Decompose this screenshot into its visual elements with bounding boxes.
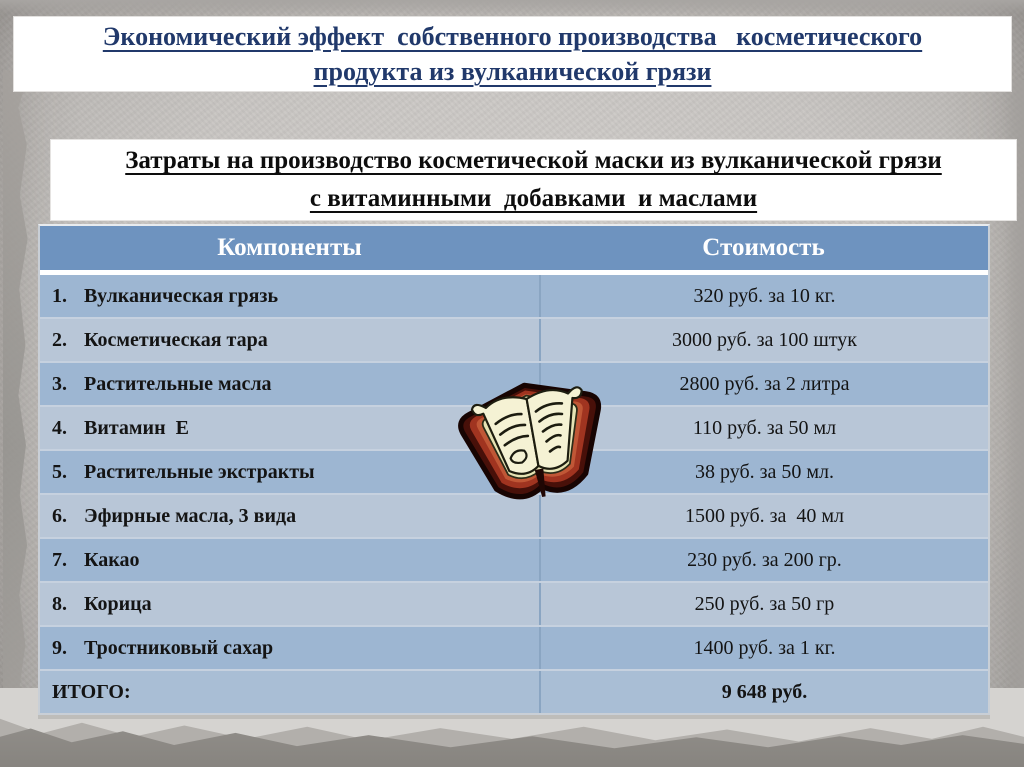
slide-subtitle-box <box>50 139 1017 221</box>
slide-title-line-1: Экономический эффект собственного производства косметического <box>102 22 923 51</box>
cost-value: 2800 руб. за 2 литра <box>679 372 850 395</box>
component-name: Растительные экстракты <box>84 460 315 483</box>
cost-value: 3000 руб. за 100 штук <box>671 328 858 351</box>
table-total-row <box>40 669 988 713</box>
open-book-icon <box>446 348 620 522</box>
row-number: 4. <box>52 416 67 439</box>
total-value: 9 648 руб. <box>721 680 808 703</box>
cost-value: 1500 руб. за 40 мл <box>684 504 845 527</box>
total-label: ИТОГО: <box>40 671 541 713</box>
component-name: Тростниковый сахар <box>84 636 274 659</box>
paper-texture-top <box>0 0 1024 14</box>
component-name: Какао <box>84 548 140 571</box>
paper-texture-left <box>3 70 31 695</box>
table-row <box>40 537 988 581</box>
row-number: 6. <box>52 504 67 527</box>
component-name: Косметическая тара <box>84 328 268 351</box>
slide-subtitle-line-2: с витаминными добавками и маслами <box>309 185 758 212</box>
cost-value: 38 руб. за 50 мл. <box>694 460 835 483</box>
component-name: Корица <box>84 592 152 615</box>
row-number: 8. <box>52 592 67 615</box>
cost-value: 250 руб. за 50 гр <box>694 592 835 615</box>
row-number: 3. <box>52 372 67 395</box>
open-book-clipart-svg <box>446 348 620 522</box>
column-header-components: Компоненты <box>217 234 362 261</box>
slide-subtitle-line-1: Затраты на производство косметической маски из вулканической грязи <box>125 147 942 174</box>
table-row <box>40 625 988 669</box>
slide-title-line-2: продукта из вулканической грязи <box>313 57 712 86</box>
row-number: 9. <box>52 636 67 659</box>
cost-value: 110 руб. за 50 мл <box>692 416 837 439</box>
cost-value: 1400 руб. за 1 кг. <box>693 636 836 659</box>
cost-value: 230 руб. за 200 гр. <box>687 548 842 571</box>
component-name: Растительные масла <box>84 372 272 395</box>
row-number: 5. <box>52 460 67 483</box>
table-header-row <box>40 226 988 270</box>
component-name: Витамин Е <box>84 416 189 439</box>
column-header-cost: Стоимость <box>702 234 825 261</box>
table-row <box>40 581 988 625</box>
row-number: 7. <box>52 548 67 571</box>
component-name: Вулканическая грязь <box>84 284 279 307</box>
slide-title-box <box>13 16 1012 92</box>
component-name: Эфирные масла, 3 вида <box>84 504 297 527</box>
row-number: 1. <box>52 284 67 307</box>
row-number: 2. <box>52 328 67 351</box>
cost-value: 320 руб. за 10 кг. <box>693 284 836 307</box>
table-row <box>40 275 988 317</box>
